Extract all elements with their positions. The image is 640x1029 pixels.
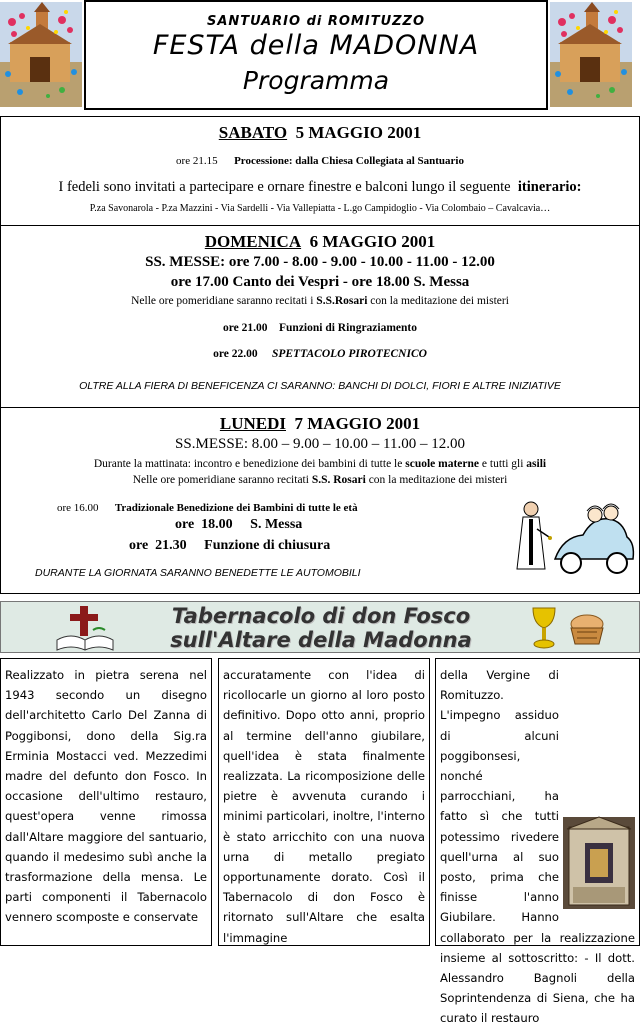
monday-day: LUNEDI xyxy=(219,414,286,433)
saturday-invite-text: I fedeli sono invitati a partecipare e ornare finestre e balconi lungo il seguente xyxy=(58,179,511,195)
monday-kindergartens: scuole materne xyxy=(405,458,480,470)
sunday-fireworks-line xyxy=(1,348,639,360)
church-festival-image-left xyxy=(0,2,82,107)
saturday-invite-line xyxy=(1,179,639,196)
sunday-rosary-pre: Nelle ore pomeridiane saranno recitati i xyxy=(131,295,314,307)
saturday-heading xyxy=(1,123,639,143)
sunday-rosary-bold: S.S.Rosari xyxy=(316,295,368,307)
sunday-fireworks-time: ore 22.00 xyxy=(213,348,258,360)
sunday-heading xyxy=(1,232,639,252)
monday-blessing-event: Tradizionale Benedizione dei Bambini di tutte le età xyxy=(114,502,358,514)
article-column-3 xyxy=(435,658,640,1026)
monday-masses: SS.MESSE: 8.00 – 9.00 – 10.00 – 11.00 – 12.00 xyxy=(175,436,465,452)
saturday-day: SABATO xyxy=(218,123,288,142)
monday-heading xyxy=(1,414,639,434)
monday-rosary-post: con la meditazione dei misteri xyxy=(368,474,508,486)
tabernacle-banner xyxy=(0,601,640,653)
section-divider xyxy=(1,225,639,226)
sunday-thanksgiving-time: ore 21.00 xyxy=(222,322,268,334)
monday-rosary-bold: S.S. Rosari xyxy=(311,474,366,486)
article-text-3: della Vergine di Romituzzo. L'impegno assiduo di alcuni poggibonsesi, nonché parrocchiani, ha fatto sì che tutti potessimo rivedere quell'urna al suo posto, prima che finisse l'anno Giubilare. Hanno collaborato per la realizzazione insieme al sottoscritto: - Il dott. Alessandro Bagnoli della Soprintendenza di Siena, che ha curato il restauro xyxy=(440,668,635,1026)
program-heading: Programma xyxy=(242,66,390,95)
monday-blessing-time: ore 16.00 xyxy=(57,502,99,514)
saturday-itinerary-label: itinerario: xyxy=(517,179,582,195)
sunday-date: 6 MAGGIO 2001 xyxy=(309,232,436,251)
monday-mass-line: ore 18.00 S. Messa xyxy=(175,517,303,532)
sunday-masses: SS. MESSE: ore 7.00 - 8.00 - 9.00 - 10.00 - 11.00 - 12.00 xyxy=(145,254,495,270)
banner-title-line2: sull'Altare della Madonna xyxy=(170,628,472,652)
saturday-date: 5 MAGGIO 2001 xyxy=(295,123,422,142)
section-divider xyxy=(1,407,639,408)
tabernacle-photo xyxy=(563,817,635,909)
article-text-2: accuratamente con l'idea di ricollocarle un giorno al loro posto definitivo. Dopo otto anni, proprio al termine dell'anno giubilare, quell'idea è stata finalmente realizzata. La ricomposizione delle pietre è avvenuta curando i minimi particolari, inoltre, l'interno è stato arricchito con una nuova urna di metallo pregiato opportunamente dorato. Così il Tabernacolo di don Fosco è ritornato sull'Altare che esalta l'immagine xyxy=(223,668,425,945)
church-festival-image-right xyxy=(550,2,632,107)
bible-cross-icon xyxy=(53,604,117,657)
monday-date: 7 MAGGIO 2001 xyxy=(294,414,421,433)
sunday-thanksgiving-line xyxy=(1,322,639,334)
monday-rosary-pre: Nelle ore pomeridiane saranno recitati xyxy=(132,474,309,486)
monday-car-blessing-note: DURANTE LA GIORNATA SARANNO BENEDETTE LE AUTOMOBILI xyxy=(35,567,361,579)
monday-morning-line xyxy=(1,458,639,470)
sunday-thanksgiving-event: Funzioni di Ringraziamento xyxy=(279,322,418,334)
article-text-1: Realizzato in pietra serena nel 1943 secondo un disegno dell'architetto Carlo Del Zanna di Poggibonsi, dono della Sig.ra Erminia Mostacci ved. Mezzedimi madre del defunto don Fosco. In occasione dell'ultimo restauro, quest'opera venne rimossa dall'Altare maggiore del santuario, quando il medesimo subì anche la trasformazione della mensa. Le parti componenti il Tabernacolo vennero scomposte e conservate xyxy=(5,668,207,925)
festival-title: FESTA della MADONNA xyxy=(152,30,480,61)
chalice-icon xyxy=(529,604,559,655)
sunday-fair-note: OLTRE ALLA FIERA DI BENEFICENZA CI SARANNO: BANCHI DI DOLCI, FIORI E ALTRE INIZIATIVE xyxy=(79,380,561,392)
header-title-box xyxy=(84,0,548,110)
bread-basket-icon xyxy=(567,610,607,653)
priest-blessing-car-illustration xyxy=(513,497,637,592)
saturday-procession-line xyxy=(1,155,639,167)
monday-closing-line: ore 21.30 Funzione di chiusura xyxy=(129,538,331,553)
sanctuary-name: SANTUARIO di ROMITUZZO xyxy=(206,14,426,29)
sunday-fireworks-event: SPETTACOLO PIROTECNICO xyxy=(271,348,427,360)
monday-rosary-line xyxy=(1,474,639,486)
article-column-2 xyxy=(218,658,430,946)
monday-nurseries: asili xyxy=(526,458,547,470)
article-column-1 xyxy=(0,658,212,946)
saturday-procession-time: ore 21.15 xyxy=(176,155,218,167)
sunday-vespers: ore 17.00 Canto dei Vespri - ore 18.00 S. Messa xyxy=(170,274,470,290)
sunday-rosary-line xyxy=(1,295,639,307)
saturday-procession-event: Processione: dalla Chiesa Collegiata al Santuario xyxy=(234,155,464,167)
monday-morning-mid: e tutti gli xyxy=(481,458,524,470)
monday-blessing-line xyxy=(57,502,358,514)
monday-morning-pre: Durante la mattinata: incontro e benedizione dei bambini di tutte le xyxy=(93,458,403,470)
sunday-rosary-post: con la meditazione dei misteri xyxy=(370,295,509,307)
sunday-day: DOMENICA xyxy=(204,232,302,251)
saturday-route: P.za Savonarola - P.za Mazzini - Via Sardelli - Via Vallepiatta - L.go Campidoglio - Via Colombaio – Cavalcavia… xyxy=(89,203,551,214)
program-box xyxy=(0,116,640,594)
banner-title-line1: Tabernacolo di don Fosco xyxy=(171,604,471,628)
